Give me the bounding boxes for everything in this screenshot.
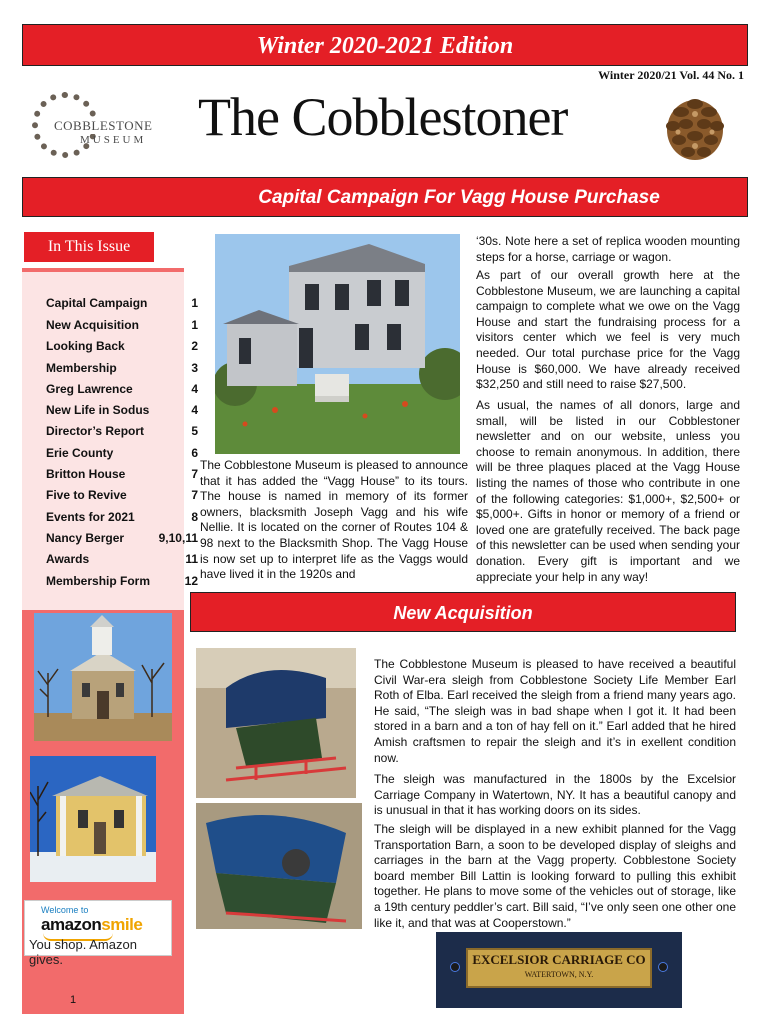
- amazon-tagline: You shop. Amazon gives.: [29, 937, 137, 967]
- toc-item-title: Greg Lawrence: [46, 382, 133, 396]
- volume-line: Winter 2020/21 Vol. 44 No. 1: [598, 68, 744, 82]
- edition-banner: [22, 24, 748, 66]
- new-acquisition-header: [190, 592, 736, 632]
- table-of-contents: [22, 272, 198, 610]
- nameplate-line-1: EXCELSIOR CARRIAGE CO: [472, 952, 646, 967]
- toc-item-page: 5: [191, 424, 198, 438]
- toc-item-page: 11: [185, 552, 198, 566]
- nameplate-line-2: WATERTOWN, N.Y.: [524, 970, 594, 979]
- toc-item-title: Membership Form: [46, 574, 151, 588]
- toc-item-title: Five to Revive: [46, 488, 127, 502]
- toc-item-page: 2: [191, 339, 198, 353]
- amazon-brand-text: amazon: [41, 915, 102, 934]
- toc-item-title: Nancy Berger: [46, 531, 125, 545]
- cobblestone-building-photo: [30, 756, 156, 882]
- toc-item-page: 4: [191, 382, 198, 396]
- amazon-welcome-text: Welcome to: [41, 905, 89, 915]
- bolt-left-icon: [450, 962, 460, 972]
- new-acquisition-title: New Acquisition: [393, 603, 533, 623]
- logo-text-cobblestone: COBBLESTONE: [54, 118, 153, 133]
- toc-item-title: Capital Campaign: [46, 296, 148, 310]
- capital-paragraph-1: ‘30s. Note here a set of replica wooden mounting steps for a horse, carriage or wagon.: [476, 234, 740, 264]
- capital-paragraph-3: As usual, the names of all donors, large and small, will be listed in our Cobblestoner newsletter and on our website, unless you choose to remain anonymous. In addition, there will be three plaques placed at the Vagg House listing the names of those who contribute in one of the following categories: $1,000+, $2,500+ or $5,000+. Gifts in honor or memory of a friend or loved one are gratefully received. The back page of this newsletter can be used when sending your donation. Every gift is important and we appreciate your help in any way!: [476, 398, 740, 584]
- masthead-title: The Cobblestoner: [198, 87, 568, 147]
- toc-item-title: Membership: [46, 361, 117, 375]
- toc-item-page: 6: [191, 446, 198, 460]
- toc-item-title: New Life in Sodus: [46, 403, 150, 417]
- sleigh-photo-2: [196, 803, 362, 929]
- bolt-right-icon: [658, 962, 668, 972]
- amazon-smile-banner[interactable]: [24, 900, 172, 967]
- in-this-issue-tab: [24, 232, 154, 262]
- vagg-house-photo: [215, 234, 460, 454]
- capital-campaign-title: Capital Campaign For Vagg House Purchase: [258, 187, 660, 208]
- capital-caption: The Cobblestone Museum is pleased to announce that it has added the “Vagg House” to its tours. The house is named in memory of its former owners, blacksmith Joseph Vagg and his wife Nellie. It is located on the corner of Routes 104 & 98 next to the Blacksmith Shop. The Vagg House is now set up to interpret life as the Vaggs would have lived it in the 1920s and: [200, 458, 468, 582]
- nameplate-photo: [436, 932, 682, 1008]
- capital-campaign-header: [22, 177, 748, 217]
- cobblestone-museum-logo: [24, 86, 170, 170]
- edition-title: Winter 2020-2021 Edition: [256, 33, 514, 59]
- amazon-smile-logo: [41, 915, 142, 935]
- toc-item-page: 4: [191, 403, 198, 417]
- church-photo: [34, 613, 172, 741]
- toc-item-title: Director’s Report: [46, 424, 145, 438]
- toc-item-page: 8: [191, 510, 198, 524]
- toc-item-title: Britton House: [46, 467, 126, 481]
- brass-nameplate: [466, 948, 652, 988]
- in-this-issue-heading: In This Issue: [47, 238, 131, 255]
- acquisition-paragraph-3: The sleigh will be displayed in a new exhibit planned for the Vagg Transportation Barn, a soon to be developed display of sleighs and carriages in the barn at the Vagg property. Cobblestone Society board member Bill Lattin is looking forward to pulling this exhibit together. He plans to move some of the vehicles out of storage, like a 19th century peddler’s cart. Bill said, “I’ve only seen one other one like it, and that was at Cooperstown.”: [374, 822, 736, 930]
- toc-item-title: New Acquisition: [46, 318, 139, 332]
- logo-text-museum: MUSEUM: [80, 134, 147, 146]
- toc-item-page: 1: [191, 318, 198, 332]
- amazon-smile-text: smile: [101, 915, 143, 934]
- acquisition-paragraph-2: The sleigh was manufactured in the 1800s by the Excelsior Carriage Company in Watertown, NY. It has a beautiful canopy and is unusual in that it has working doors on its sides.: [374, 772, 736, 818]
- toc-item-page: 3: [191, 361, 198, 375]
- sleigh-photo-1: [196, 648, 356, 798]
- toc-item-page: 9,10,11: [158, 531, 198, 545]
- toc-item-page: 7: [191, 467, 198, 481]
- acquisition-paragraph-1: The Cobblestone Museum is pleased to have received a beautiful Civil War-era sleigh from Cobblestone Society Life Member Earl Roth of Elba. Earl received the sleigh from a friend many years ago. He said, “The sleigh was in bad shape when I got it. It had been stored in a barn and a ton of hay fell on it.” Earl added that he hired Amish craftsmen to repair the sleigh and it’s in exellent condition now.: [374, 657, 736, 765]
- toc-item-page: 7: [191, 488, 198, 502]
- capital-paragraph-2: As part of our overall growth here at the Cobblestone Museum, we are launching a capital campaign to complete what we owe on the Vagg House and start the fundraising process for a visitors center which we feel is very much needed. Our total purchase price for the Vagg House is $60,000. We have already received $32,250 and still need to raise $27,500.: [476, 268, 740, 392]
- pinecone-image: [664, 96, 726, 162]
- toc-item-title: Awards: [46, 552, 90, 566]
- page-number: 1: [70, 994, 77, 1006]
- toc-item-title: Events for 2021: [46, 510, 135, 524]
- toc-item-title: Erie County: [46, 446, 114, 460]
- toc-item-page: 1: [191, 296, 198, 310]
- toc-item-title: Looking Back: [46, 339, 125, 353]
- toc-item-page: 12: [184, 574, 198, 588]
